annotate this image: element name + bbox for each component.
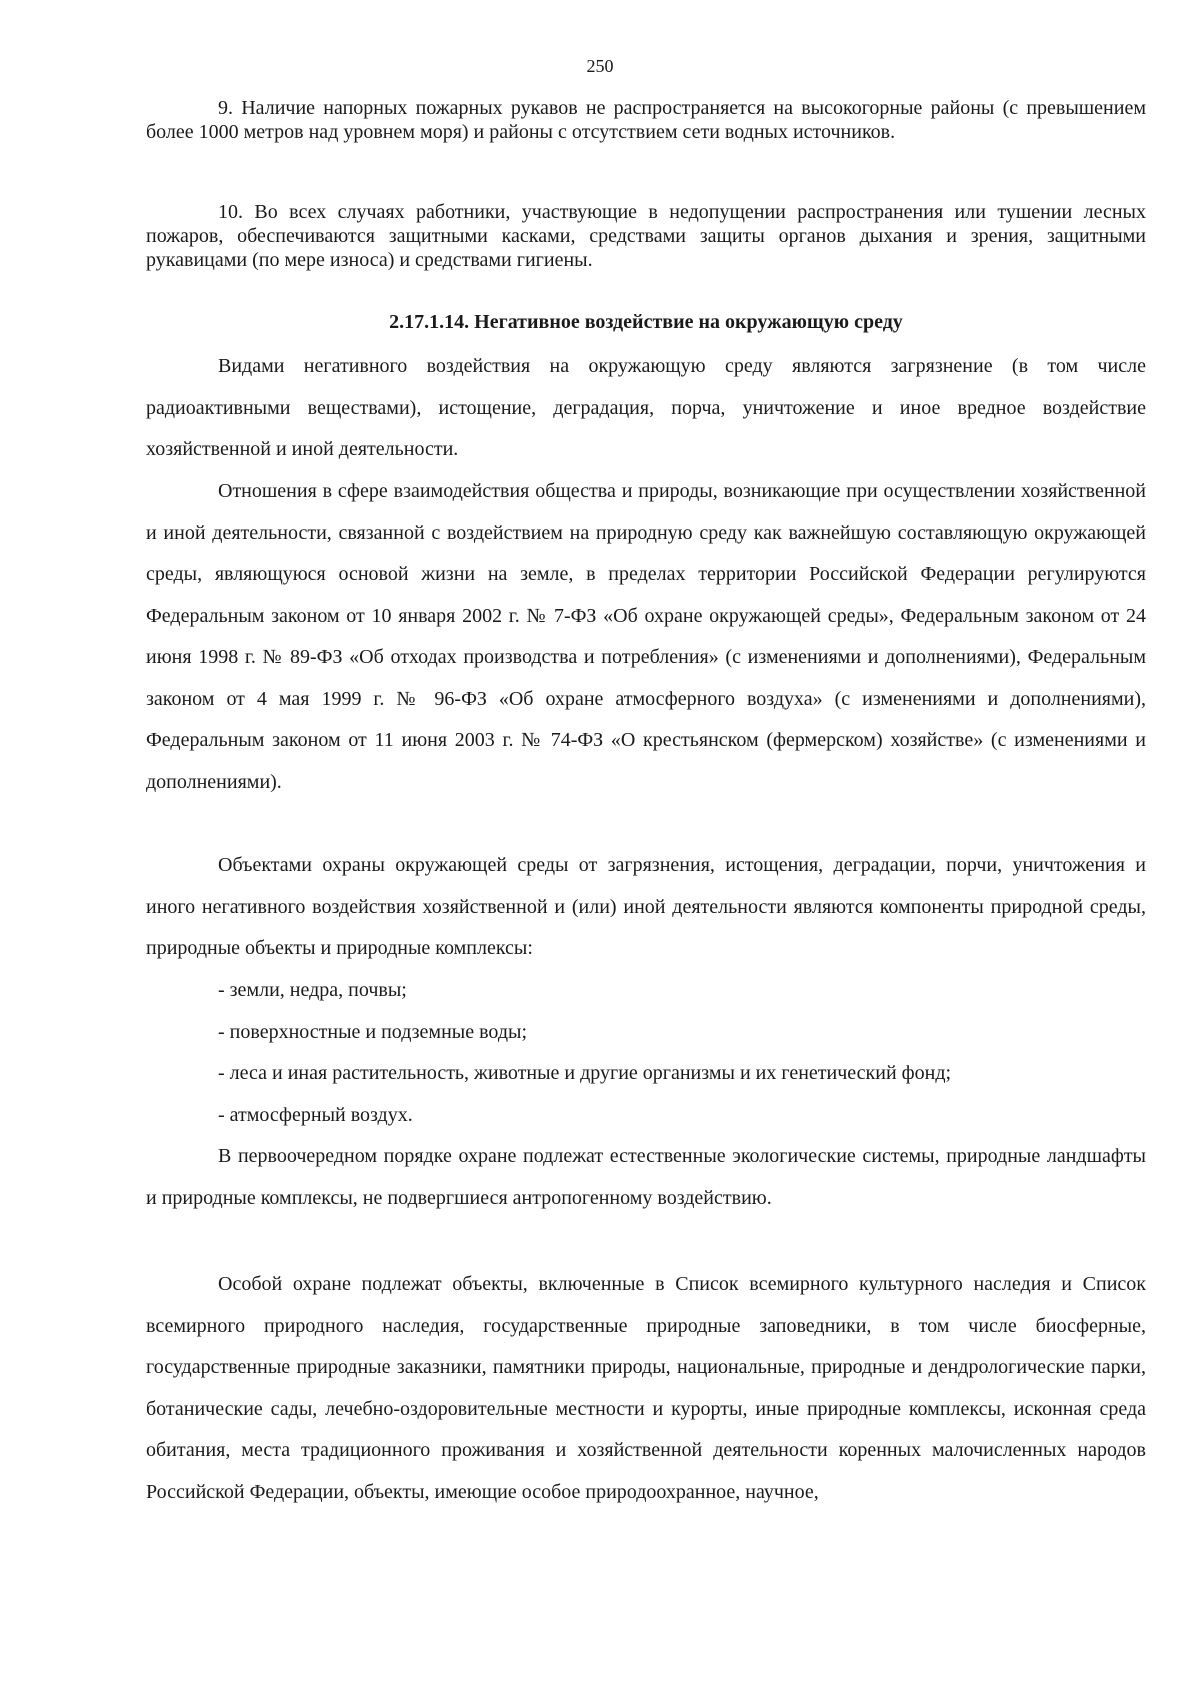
note-10-paragraph: 10. Во всех случаях работники, участвующие в недопущении распространения или тушении лесных пожаров, обеспечиваются защитными касками, средствами защиты органов дыхания и зрения, защитными рукавицами (по мере износа) и средствами гигиены. <box>146 201 1146 271</box>
list-item: - поверхностные и подземные воды; <box>218 1020 528 1043</box>
paragraph-special-protection: Особой охране подлежат объекты, включенные в Список всемирного культурного наследия и Список всемирного природного наследия, государственные природные заповедники, в том числе биосферные, государственные природные заказники, памятники природы, национальные, природные и дендрологические парки, ботанические сады, лечебно-оздоровительные местности и курорты, иные природные комплексы, исконная среда обитания, места традиционного проживания и хозяйственной деятельности коренных малочисленных народов Российской Федерации, объекты, имеющие особое природоохранное, научное, <box>146 1273 1146 1503</box>
paragraph-protection-objects: Объектами охраны окружающей среды от загрязнения, истощения, деградации, порчи, уничтожения и иного негативного воздействия хозяйственной и (или) иной деятельности являются компоненты природной среды, природные объекты и природные комплексы: <box>146 854 1146 959</box>
paragraph-legal-regulation: Отношения в сфере взаимодействия общества и природы, возникающие при осуществлении хозяйственной и иной деятельности, связанной с воздействием на природную среду как важнейшую составляющую окружающей среды, являющуюся основой жизни на земле, в пределах территории Российской Федерации регулируются Федеральным законом от 10 января 2002 г. № 7-ФЗ «Об охране окружающей среды», Федеральным законом от 24 июня 1998 г. № 89-ФЗ «Об отходах производства и потребления» (с изменениями и дополнениями), Федеральным законом от 4 мая 1999 г. № 96-ФЗ «Об охране атмосферного воздуха» (с изменениями и дополнениями), Федеральным законом от 11 июня 2003 г. № 74-ФЗ «О крестьянском (фермерском) хозяйстве» (с изменениями и дополнениями). <box>146 480 1146 793</box>
protection-objects-list <box>146 970 1146 1136</box>
list-item: - атмосферный воздух. <box>218 1103 413 1126</box>
section-heading: 2.17.1.14. Негативное воздействие на окружающую среду <box>389 311 903 333</box>
list-item: - земли, недра, почвы; <box>218 979 407 1001</box>
paragraph-negative-impact-types: Видами негативного воздействия на окружающую среду являются загрязнение (в том числе радиоактивными веществами), истощение, деградация, порча, уничтожение и иное вредное воздействие хозяйственной и иной деятельности. <box>146 355 1146 460</box>
list-item: - леса и иная растительность, животные и другие организмы и их генетический фонд; <box>218 1062 952 1084</box>
page-number: 250 <box>586 56 614 76</box>
note-9-paragraph: 9. Наличие напорных пожарных рукавов не распространяется на высокогорные районы (с превышением более 1000 метров над уровнем моря) и районы с отсутствием сети водных источников. <box>146 97 1146 143</box>
paragraph-priority-protection: В первоочередном порядке охране подлежат естественные экологические системы, природные ландшафты и природные комплексы, не подвергшиеся антропогенному воздействию. <box>146 1145 1146 1209</box>
